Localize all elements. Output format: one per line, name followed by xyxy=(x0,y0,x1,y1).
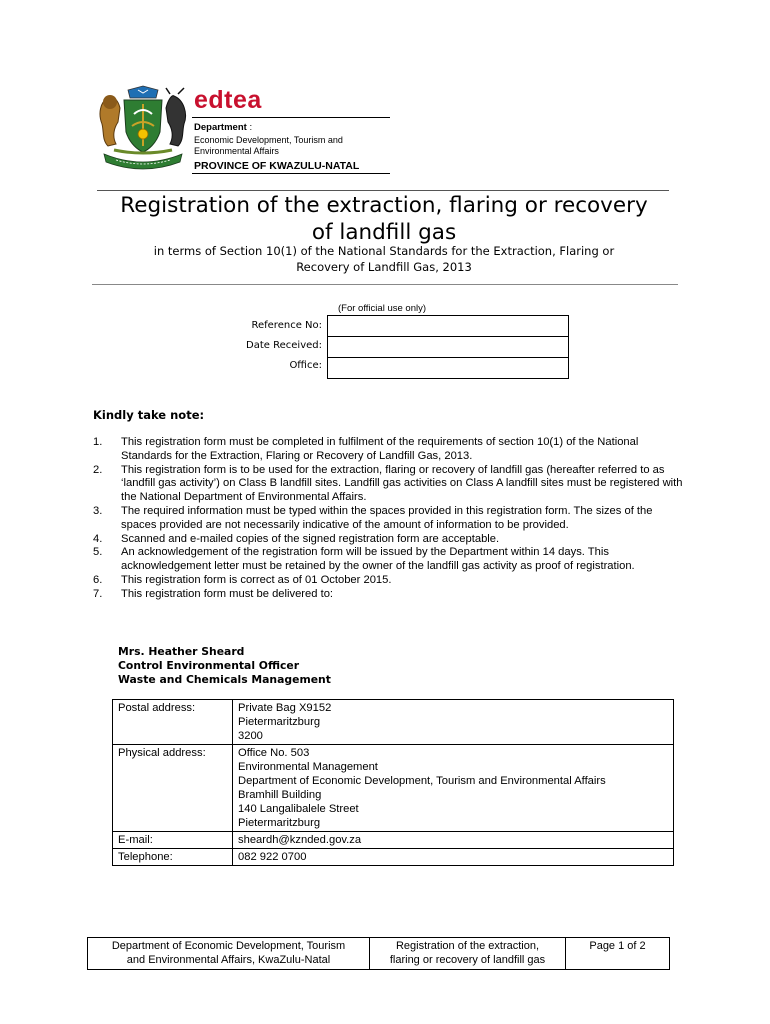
footer-page-number: Page 1 of 2 xyxy=(566,938,670,970)
official-use-note: (For official use only) xyxy=(338,303,426,314)
list-item: 7. This registration form must be delivered to: xyxy=(93,587,334,600)
official-use-box xyxy=(327,315,569,379)
reference-label: Reference No: xyxy=(251,320,322,331)
title-divider xyxy=(97,190,669,191)
contact-unit: Waste and Chemicals Management xyxy=(118,673,331,686)
subtitle-divider xyxy=(92,284,678,285)
page-footer xyxy=(87,937,670,970)
notes-heading: Kindly take note: xyxy=(93,408,205,422)
date-received-field[interactable] xyxy=(328,336,568,357)
footer-document-title: Registration of the extraction, flaring or recovery of landfill gas xyxy=(370,938,566,970)
table-row xyxy=(113,700,674,745)
list-item: 2. This registration form is to be used for the extraction, flaring or recovery of landfill gas (hereafter referred to as ‘landfill gas activity’) on Class B landfill sites. Landfill gas activities on Class A landfill sites must be registered with the National Department of Environmental Affairs. xyxy=(93,463,683,504)
department-name-line1: Economic Development, Tourism and xyxy=(194,135,343,145)
email-label: E-mail: xyxy=(113,832,233,849)
telephone-value: 082 922 0700 xyxy=(233,849,674,866)
department-label: Department : xyxy=(194,122,253,133)
list-item: 6. This registration form is correct as of 01 October 2015. xyxy=(93,573,392,586)
logo-wordmark: edtea xyxy=(194,86,262,114)
notes-list xyxy=(93,436,683,602)
telephone-label: Telephone: xyxy=(113,849,233,866)
kwazulu-natal-coat-of-arms-icon xyxy=(94,84,192,170)
contact-name: Mrs. Heather Sheard xyxy=(118,645,245,658)
reference-field[interactable] xyxy=(328,316,568,336)
address-table xyxy=(112,699,674,866)
office-field[interactable] xyxy=(328,357,568,378)
list-item: 5. An acknowledgement of the registration form will be issued by the Department within 14 days. This acknowledgement letter must be retained by the owner of the landfill gas activity as proof of registration. xyxy=(93,546,635,573)
table-row xyxy=(113,745,674,832)
table-row xyxy=(88,938,670,970)
table-row xyxy=(113,849,674,866)
department-name-line2: Environmental Affairs xyxy=(194,146,279,156)
list-item: 3. The required information must be typed within the spaces provided in this registration form. The sizes of the spaces provided are not necessarily indicative of the amount of information to be provided. xyxy=(93,504,653,531)
postal-address-label: Postal address: xyxy=(113,700,233,745)
physical-address-value: Office No. 503 Environmental Management Department of Economic Development, Tourism and Environmental Affairs Bramhill Building 140 Langalibalele Street Pietermaritzburg xyxy=(233,745,674,832)
contact-block xyxy=(118,645,331,687)
list-item: 1. This registration form must be completed in fulfilment of the requirements of section 10(1) of the National Standards for the Extraction, Flaring or Recovery of Landfill Gas, 2013. xyxy=(93,436,639,462)
province-divider xyxy=(192,173,390,174)
list-item: 4. Scanned and e-mailed copies of the signed registration form are acceptable. xyxy=(93,532,500,545)
page-title: Registration of the extraction, flaring or recovery of landfill gas xyxy=(120,193,648,245)
footer-department: Department of Economic Development, Tourism and Environmental Affairs, KwaZulu-Natal xyxy=(88,938,370,970)
page-subtitle: in terms of Section 10(1) of the National Standards for the Extraction, Flaring or Recovery of Landfill Gas, 2013 xyxy=(153,244,615,274)
date-received-label: Date Received: xyxy=(246,340,322,351)
contact-title: Control Environmental Officer xyxy=(118,659,300,672)
physical-address-label: Physical address: xyxy=(113,745,233,832)
postal-address-value: Private Bag X9152 Pietermaritzburg 3200 xyxy=(233,700,674,745)
office-label: Office: xyxy=(289,360,322,371)
province-name: PROVINCE OF KWAZULU-NATAL xyxy=(194,160,360,172)
email-value: sheardh@kznded.gov.za xyxy=(233,832,674,849)
table-row xyxy=(113,832,674,849)
logo-divider xyxy=(192,117,390,118)
